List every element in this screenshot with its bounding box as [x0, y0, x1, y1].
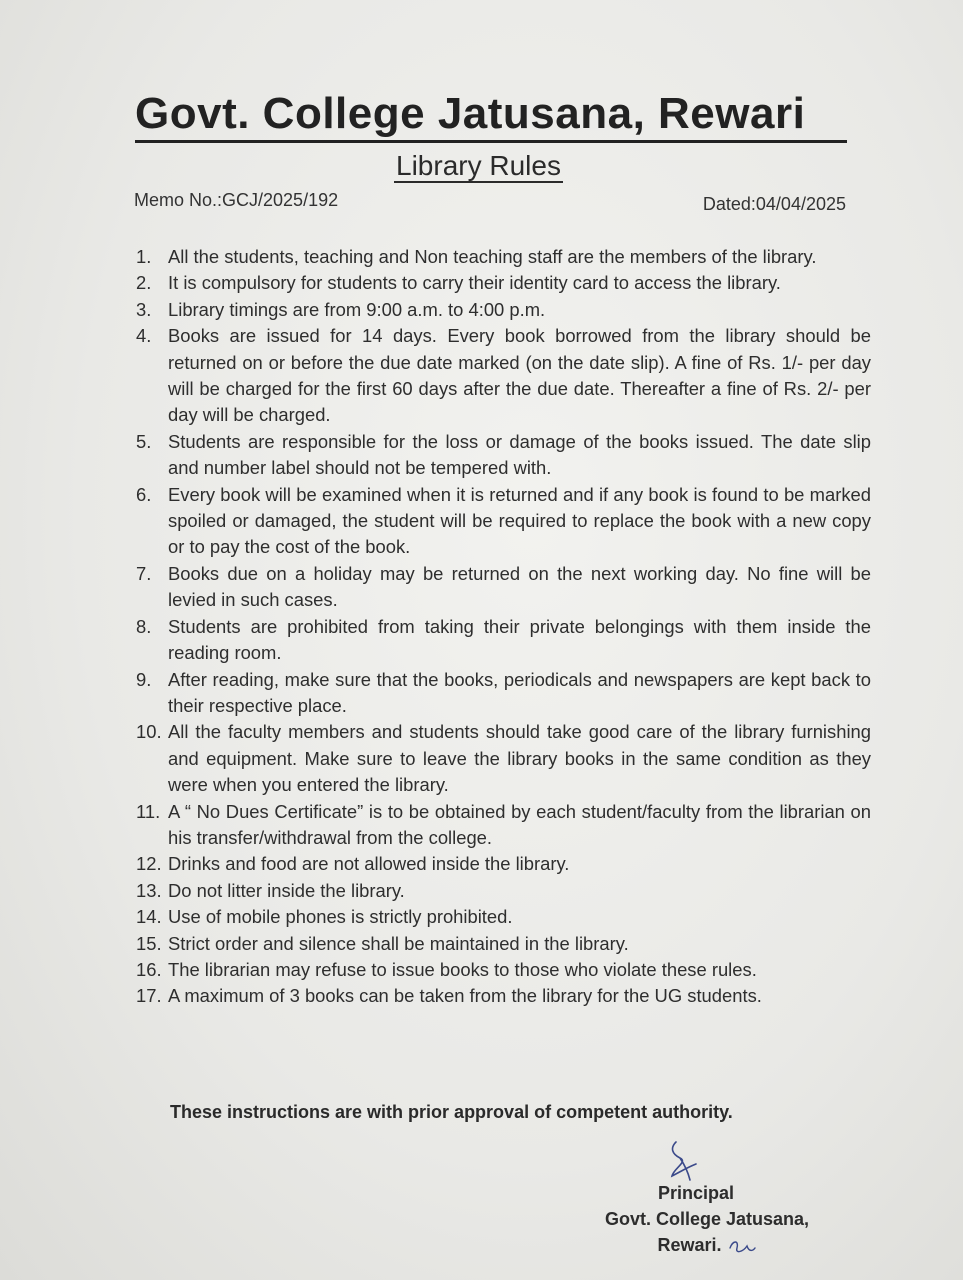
- rule-text: Every book will be examined when it is returned and if any book is found to be marked spoiled or damaged, the student will be required to replace the book with a new copy or to pay the cost of the book.: [168, 483, 871, 558]
- rule-number: 5.: [136, 430, 152, 452]
- rule-number: 17.: [136, 985, 162, 1007]
- rule-text: Students are responsible for the loss or damage of the books issued. The date slip and number label should not be tempered with.: [168, 430, 871, 479]
- rule-item: [136, 561, 871, 614]
- rule-number: 4.: [136, 325, 152, 347]
- rule-item: [136, 667, 871, 720]
- rule-number: 14.: [136, 906, 162, 928]
- rule-text: It is compulsory for students to carry their identity card to access the library.: [168, 272, 781, 294]
- rule-item: [136, 614, 871, 667]
- rule-text: Use of mobile phones is strictly prohibited.: [168, 906, 513, 928]
- page-title: Govt. College Jatusana, Rewari: [135, 88, 847, 143]
- rule-text: All the faculty members and students should take good care of the library furnishing and equipment. Make sure to leave the library books in the same condition as they were when you entered the library.: [168, 721, 871, 796]
- rule-number: 2.: [136, 272, 152, 294]
- rule-text: Drinks and food are not allowed inside the library.: [168, 853, 570, 875]
- rule-text: The librarian may refuse to issue books to those who violate these rules.: [168, 958, 757, 980]
- approval-note: These instructions are with prior approval of competent authority.: [170, 1102, 733, 1122]
- rule-text: After reading, make sure that the books, periodicals and newspapers are kept back to their respective place.: [168, 668, 871, 716]
- rule-text: Students are prohibited from taking their private belongings with them inside the reading room.: [168, 615, 871, 664]
- signatory-title: Principal: [657, 1183, 735, 1203]
- document-subtitle: [0, 150, 963, 182]
- signatory-place: Rewari.: [657, 1235, 722, 1255]
- rule-item: [136, 719, 871, 798]
- rule-number: 13.: [136, 879, 162, 901]
- rule-text: Do not litter inside the library.: [168, 879, 405, 901]
- rule-text: Strict order and silence shall be maintained in the library.: [168, 932, 629, 954]
- rule-text: Library timings are from 9:00 a.m. to 4:00 p.m.: [168, 298, 546, 320]
- rule-text: Books due on a holiday may be returned on the next working day. No fine will be levied in such cases.: [168, 562, 871, 611]
- rule-number: 16.: [136, 958, 162, 980]
- document-date: Dated:04/04/2025: [702, 194, 846, 214]
- rule-text: All the students, teaching and Non teaching staff are the members of the library.: [168, 246, 817, 267]
- rule-number: 1.: [136, 246, 152, 267]
- rule-number: 3.: [136, 298, 152, 320]
- rule-item: [136, 323, 871, 429]
- rule-item: [136, 297, 871, 323]
- subtitle-text: Library Rules: [396, 150, 561, 181]
- rule-number: 9.: [136, 668, 152, 690]
- rule-item: [136, 429, 871, 482]
- rule-number: 12.: [136, 853, 162, 875]
- rule-number: 15.: [136, 932, 162, 954]
- signatory-place-line: [592, 1232, 822, 1258]
- rule-number: 6.: [136, 483, 152, 505]
- rule-number: 10.: [136, 721, 162, 743]
- rules-list: [136, 244, 871, 1010]
- rule-item: [136, 904, 871, 930]
- rule-item: [136, 244, 871, 270]
- rule-text: Books are issued for 14 days. Every book borrowed from the library should be returned on or before the due date marked (on the date slip). A fine of Rs. 1/- per day will be charged for the first 60 days after the due date. Thereafter a fine of Rs. 2/- per day will be charged.: [168, 325, 871, 426]
- rule-text: A “ No Dues Certificate” is to be obtained by each student/faculty from the librarian on his transfer/withdrawal from the college.: [168, 800, 871, 848]
- signature-mark-icon: [666, 1138, 706, 1184]
- rule-number: 8.: [136, 615, 152, 637]
- rule-number: 11.: [136, 800, 161, 822]
- signatory-org: Govt. College Jatusana,: [604, 1209, 810, 1229]
- memo-number: Memo No.:GCJ/2025/192: [134, 190, 339, 210]
- rule-item: [136, 931, 871, 957]
- rule-item: [136, 983, 871, 1009]
- signature-block: [592, 1180, 822, 1258]
- rule-item: [136, 851, 871, 877]
- rule-item: [136, 957, 871, 983]
- rule-number: 7.: [136, 562, 152, 584]
- rule-item: [136, 482, 871, 561]
- rule-text: A maximum of 3 books can be taken from the library for the UG students.: [168, 985, 762, 1007]
- rule-item: [136, 878, 871, 904]
- rule-item: [136, 799, 871, 852]
- initials-mark-icon: [727, 1236, 757, 1256]
- rule-item: [136, 270, 871, 296]
